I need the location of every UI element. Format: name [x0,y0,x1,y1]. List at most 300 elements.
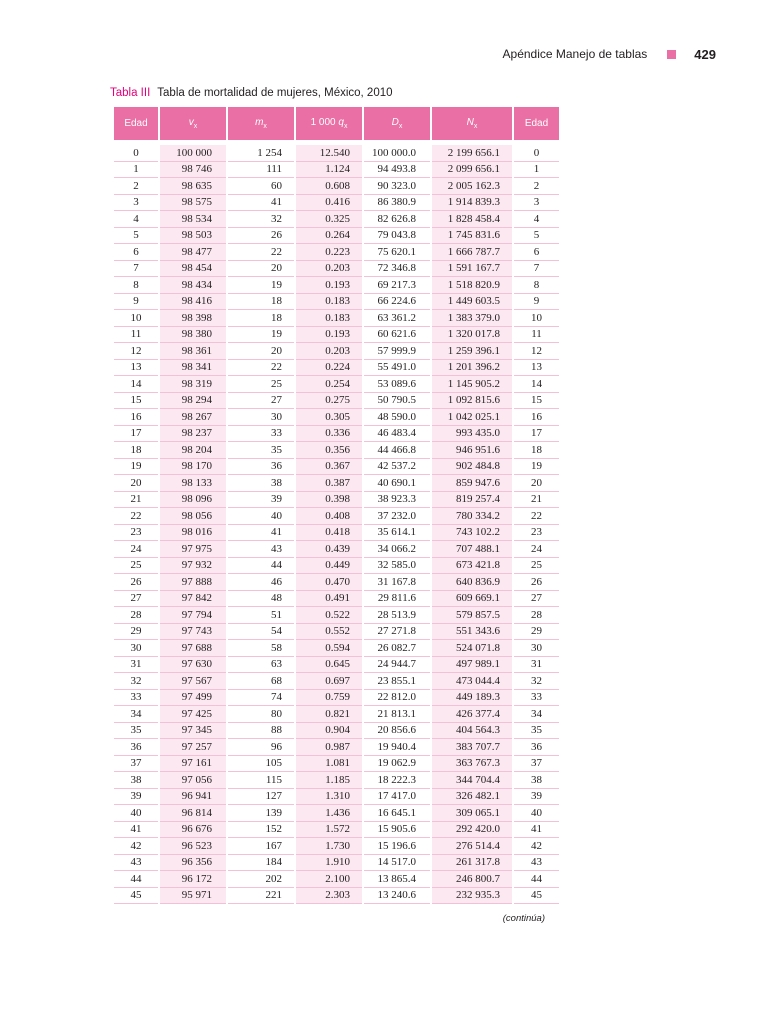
cell-edad-right: 23 [514,525,559,542]
cell-mx: 19 [228,277,294,294]
cell-nx: 1 383 379.0 [432,310,512,327]
cell-nx: 993 435.0 [432,426,512,443]
header-edad: Edad [114,107,158,140]
cell-edad-right: 14 [514,376,559,393]
cell-nx: 473 044.4 [432,673,512,690]
table-row [114,591,559,608]
cell-vx: 96 523 [160,838,226,855]
cell-vx: 98 096 [160,492,226,509]
cell-edad-right: 41 [514,822,559,839]
cell-dx: 20 856.6 [364,723,430,740]
cell-edad: 39 [114,789,158,806]
cell-edad-right: 12 [514,343,559,360]
cell-edad: 15 [114,393,158,410]
cell-edad: 44 [114,871,158,888]
running-head-section: Apéndice Manejo de tablas [502,47,648,61]
cell-edad: 18 [114,442,158,459]
cell-qx: 0.254 [296,376,362,393]
cell-qx: 0.821 [296,706,362,723]
table-row [114,426,559,443]
cell-edad-right: 2 [514,178,559,195]
table-row [114,739,559,756]
cell-vx: 98 477 [160,244,226,261]
cell-edad-right: 39 [514,789,559,806]
cell-edad-right: 11 [514,327,559,344]
cell-dx: 16 645.1 [364,805,430,822]
cell-edad-right: 27 [514,591,559,608]
cell-dx: 27 271.8 [364,624,430,641]
pink-square-icon [667,50,676,59]
cell-vx: 97 161 [160,756,226,773]
cell-dx: 94 493.8 [364,162,430,179]
cell-edad: 5 [114,228,158,245]
cell-qx: 0.223 [296,244,362,261]
table-row [114,822,559,839]
cell-vx: 97 975 [160,541,226,558]
cell-edad-right: 42 [514,838,559,855]
cell-mx: 202 [228,871,294,888]
cell-qx: 1.910 [296,855,362,872]
cell-edad: 32 [114,673,158,690]
cell-mx: 43 [228,541,294,558]
cell-dx: 66 224.6 [364,294,430,311]
table-row [114,178,559,195]
cell-nx: 673 421.8 [432,558,512,575]
cell-nx: 1 145 905.2 [432,376,512,393]
cell-dx: 37 232.0 [364,508,430,525]
cell-mx: 68 [228,673,294,690]
cell-edad: 10 [114,310,158,327]
cell-edad: 16 [114,409,158,426]
cell-vx: 96 814 [160,805,226,822]
cell-vx: 98 454 [160,261,226,278]
header-dx: $D_x$ [364,107,430,140]
cell-mx: 20 [228,343,294,360]
cell-dx: 24 944.7 [364,657,430,674]
cell-edad: 21 [114,492,158,509]
cell-nx: 344 704.4 [432,772,512,789]
cell-dx: 14 517.0 [364,855,430,872]
cell-dx: 72 346.8 [364,261,430,278]
cell-edad-right: 32 [514,673,559,690]
cell-mx: 80 [228,706,294,723]
cell-edad-right: 0 [514,145,559,162]
cell-qx: 0.275 [296,393,362,410]
cell-mx: 36 [228,459,294,476]
cell-mx: 41 [228,525,294,542]
cell-qx: 1.572 [296,822,362,839]
cell-mx: 44 [228,558,294,575]
cell-qx: 0.759 [296,690,362,707]
table-row [114,244,559,261]
cell-nx: 1 828 458.4 [432,211,512,228]
cell-vx: 97 499 [160,690,226,707]
cell-dx: 82 626.8 [364,211,430,228]
cell-mx: 30 [228,409,294,426]
cell-qx: 12.540 [296,145,362,162]
cell-vx: 98 434 [160,277,226,294]
cell-edad: 25 [114,558,158,575]
cell-edad-right: 34 [514,706,559,723]
cell-nx: 946 951.6 [432,442,512,459]
cell-edad: 13 [114,360,158,377]
cell-qx: 0.408 [296,508,362,525]
table-row [114,277,559,294]
cell-mx: 96 [228,739,294,756]
header-vx: $v_x$ [160,107,226,140]
cell-edad-right: 16 [514,409,559,426]
cell-nx: 1 259 396.1 [432,343,512,360]
cell-qx: 0.439 [296,541,362,558]
cell-vx: 98 056 [160,508,226,525]
cell-mx: 20 [228,261,294,278]
table-row [114,195,559,212]
cell-edad: 28 [114,607,158,624]
cell-edad: 34 [114,706,158,723]
cell-nx: 497 989.1 [432,657,512,674]
cell-qx: 0.203 [296,261,362,278]
cell-mx: 39 [228,492,294,509]
table-row [114,690,559,707]
cell-mx: 111 [228,162,294,179]
cell-dx: 42 537.2 [364,459,430,476]
cell-edad: 30 [114,640,158,657]
cell-qx: 1.124 [296,162,362,179]
cell-dx: 75 620.1 [364,244,430,261]
cell-qx: 0.305 [296,409,362,426]
cell-dx: 100 000.0 [364,145,430,162]
cell-dx: 48 590.0 [364,409,430,426]
running-head [503,46,716,62]
cell-dx: 26 082.7 [364,640,430,657]
cell-qx: 0.325 [296,211,362,228]
cell-nx: 309 065.1 [432,805,512,822]
cell-qx: 0.697 [296,673,362,690]
cell-vx: 97 257 [160,739,226,756]
table-caption [110,87,393,99]
cell-vx: 98 170 [160,459,226,476]
cell-nx: 551 343.6 [432,624,512,641]
cell-edad: 4 [114,211,158,228]
cell-nx: 276 514.4 [432,838,512,855]
cell-vx: 98 398 [160,310,226,327]
cell-dx: 15 905.6 [364,822,430,839]
cell-qx: 0.183 [296,294,362,311]
cell-mx: 35 [228,442,294,459]
cell-vx: 98 294 [160,393,226,410]
cell-nx: 292 420.0 [432,822,512,839]
cell-edad-right: 44 [514,871,559,888]
cell-mx: 27 [228,393,294,410]
table-row [114,838,559,855]
cell-edad: 36 [114,739,158,756]
cell-dx: 50 790.5 [364,393,430,410]
cell-edad-right: 26 [514,574,559,591]
table-row [114,360,559,377]
cell-mx: 58 [228,640,294,657]
table-row [114,772,559,789]
cell-vx: 97 743 [160,624,226,641]
continua-note: (continúa) [502,913,545,924]
cell-edad-right: 22 [514,508,559,525]
table-row [114,558,559,575]
cell-edad-right: 10 [514,310,559,327]
cell-dx: 40 690.1 [364,475,430,492]
cell-dx: 55 491.0 [364,360,430,377]
cell-qx: 0.398 [296,492,362,509]
cell-edad-right: 31 [514,657,559,674]
header-edad-right: Edad [514,107,559,140]
cell-nx: 1 449 603.5 [432,294,512,311]
cell-edad-right: 24 [514,541,559,558]
cell-qx: 0.264 [296,228,362,245]
cell-edad: 38 [114,772,158,789]
cell-vx: 97 567 [160,673,226,690]
cell-edad: 24 [114,541,158,558]
cell-vx: 98 204 [160,442,226,459]
cell-nx: 1 666 787.7 [432,244,512,261]
cell-qx: 0.224 [296,360,362,377]
cell-nx: 326 482.1 [432,789,512,806]
cell-mx: 184 [228,855,294,872]
table-row [114,145,559,162]
cell-edad: 23 [114,525,158,542]
cell-edad-right: 5 [514,228,559,245]
table-row [114,310,559,327]
table-row [114,162,559,179]
cell-edad: 22 [114,508,158,525]
cell-nx: 2 099 656.1 [432,162,512,179]
cell-qx: 0.203 [296,343,362,360]
cell-vx: 97 794 [160,607,226,624]
cell-nx: 2 199 656.1 [432,145,512,162]
cell-edad-right: 37 [514,756,559,773]
cell-edad-right: 18 [514,442,559,459]
cell-vx: 97 425 [160,706,226,723]
cell-nx: 1 745 831.6 [432,228,512,245]
cell-vx: 97 056 [160,772,226,789]
cell-dx: 17 417.0 [364,789,430,806]
table-row [114,657,559,674]
table-row [114,574,559,591]
cell-nx: 707 488.1 [432,541,512,558]
cell-mx: 26 [228,228,294,245]
cell-mx: 1 254 [228,145,294,162]
cell-mx: 60 [228,178,294,195]
cell-nx: 449 189.3 [432,690,512,707]
cell-mx: 115 [228,772,294,789]
cell-vx: 96 356 [160,855,226,872]
cell-edad-right: 20 [514,475,559,492]
cell-mx: 18 [228,294,294,311]
cell-edad: 40 [114,805,158,822]
cell-mx: 88 [228,723,294,740]
cell-mx: 18 [228,310,294,327]
table-row [114,541,559,558]
cell-vx: 98 380 [160,327,226,344]
cell-qx: 0.367 [296,459,362,476]
cell-qx: 0.416 [296,195,362,212]
cell-edad-right: 8 [514,277,559,294]
cell-mx: 33 [228,426,294,443]
cell-vx: 98 237 [160,426,226,443]
cell-vx: 96 172 [160,871,226,888]
cell-nx: 426 377.4 [432,706,512,723]
cell-edad: 31 [114,657,158,674]
cell-vx: 96 676 [160,822,226,839]
cell-mx: 105 [228,756,294,773]
cell-edad: 33 [114,690,158,707]
cell-dx: 35 614.1 [364,525,430,542]
cell-vx: 97 630 [160,657,226,674]
cell-edad: 9 [114,294,158,311]
cell-dx: 44 466.8 [364,442,430,459]
cell-dx: 53 089.6 [364,376,430,393]
cell-mx: 19 [228,327,294,344]
cell-nx: 579 857.5 [432,607,512,624]
cell-mx: 40 [228,508,294,525]
cell-edad-right: 36 [514,739,559,756]
cell-nx: 859 947.6 [432,475,512,492]
cell-vx: 97 842 [160,591,226,608]
cell-edad: 3 [114,195,158,212]
cell-nx: 232 935.3 [432,888,512,905]
cell-vx: 97 345 [160,723,226,740]
cell-nx: 819 257.4 [432,492,512,509]
cell-dx: 38 923.3 [364,492,430,509]
table-row [114,607,559,624]
cell-dx: 19 940.4 [364,739,430,756]
cell-nx: 1 320 017.8 [432,327,512,344]
cell-mx: 48 [228,591,294,608]
cell-qx: 1.436 [296,805,362,822]
cell-edad-right: 17 [514,426,559,443]
cell-edad-right: 13 [514,360,559,377]
cell-dx: 22 812.0 [364,690,430,707]
cell-edad: 19 [114,459,158,476]
cell-vx: 100 000 [160,145,226,162]
cell-vx: 98 361 [160,343,226,360]
cell-mx: 32 [228,211,294,228]
cell-nx: 261 317.8 [432,855,512,872]
cell-edad: 20 [114,475,158,492]
cell-edad-right: 1 [514,162,559,179]
cell-edad: 27 [114,591,158,608]
table-row [114,888,559,905]
cell-edad: 35 [114,723,158,740]
cell-nx: 246 800.7 [432,871,512,888]
cell-qx: 2.303 [296,888,362,905]
cell-nx: 640 836.9 [432,574,512,591]
cell-dx: 34 066.2 [364,541,430,558]
cell-qx: 0.645 [296,657,362,674]
table-row [114,508,559,525]
page-number: 429 [694,46,716,62]
cell-edad-right: 6 [514,244,559,261]
cell-vx: 97 932 [160,558,226,575]
cell-nx: 363 767.3 [432,756,512,773]
cell-vx: 98 267 [160,409,226,426]
cell-qx: 0.336 [296,426,362,443]
cell-dx: 60 621.6 [364,327,430,344]
cell-vx: 97 888 [160,574,226,591]
cell-nx: 1 914 839.3 [432,195,512,212]
cell-edad: 11 [114,327,158,344]
cell-edad-right: 25 [514,558,559,575]
cell-dx: 31 167.8 [364,574,430,591]
table-label: Tabla III [110,87,151,99]
cell-mx: 139 [228,805,294,822]
cell-edad-right: 43 [514,855,559,872]
cell-edad-right: 29 [514,624,559,641]
cell-vx: 98 341 [160,360,226,377]
cell-edad: 0 [114,145,158,162]
table-row [114,211,559,228]
cell-edad-right: 40 [514,805,559,822]
cell-edad: 29 [114,624,158,641]
cell-edad-right: 19 [514,459,559,476]
header-mx: $m_x$ [228,107,294,140]
table-header-row [114,107,559,140]
table-row [114,525,559,542]
cell-qx: 0.387 [296,475,362,492]
cell-edad-right: 3 [514,195,559,212]
cell-vx: 98 575 [160,195,226,212]
cell-mx: 127 [228,789,294,806]
cell-qx: 1.730 [296,838,362,855]
cell-mx: 46 [228,574,294,591]
cell-mx: 22 [228,360,294,377]
cell-qx: 1.081 [296,756,362,773]
cell-nx: 609 669.1 [432,591,512,608]
cell-qx: 0.193 [296,327,362,344]
cell-nx: 524 071.8 [432,640,512,657]
cell-vx: 98 534 [160,211,226,228]
cell-dx: 46 483.4 [364,426,430,443]
cell-edad-right: 4 [514,211,559,228]
cell-qx: 2.100 [296,871,362,888]
cell-dx: 21 813.1 [364,706,430,723]
cell-dx: 29 811.6 [364,591,430,608]
cell-mx: 22 [228,244,294,261]
cell-qx: 0.183 [296,310,362,327]
cell-vx: 98 746 [160,162,226,179]
cell-dx: 13 865.4 [364,871,430,888]
cell-edad: 2 [114,178,158,195]
cell-qx: 0.904 [296,723,362,740]
cell-dx: 86 380.9 [364,195,430,212]
cell-vx: 98 319 [160,376,226,393]
cell-edad: 7 [114,261,158,278]
cell-dx: 57 999.9 [364,343,430,360]
cell-nx: 902 484.8 [432,459,512,476]
cell-edad: 6 [114,244,158,261]
cell-edad: 17 [114,426,158,443]
header-qx: 1 000 $q_x$ [296,107,362,140]
cell-mx: 63 [228,657,294,674]
table-row [114,442,559,459]
cell-mx: 25 [228,376,294,393]
cell-qx: 0.608 [296,178,362,195]
cell-edad-right: 9 [514,294,559,311]
cell-edad-right: 38 [514,772,559,789]
cell-mx: 41 [228,195,294,212]
table-title: Tabla de mortalidad de mujeres, México, 2010 [157,87,393,99]
cell-nx: 404 564.3 [432,723,512,740]
cell-mx: 167 [228,838,294,855]
cell-qx: 0.491 [296,591,362,608]
cell-edad: 45 [114,888,158,905]
